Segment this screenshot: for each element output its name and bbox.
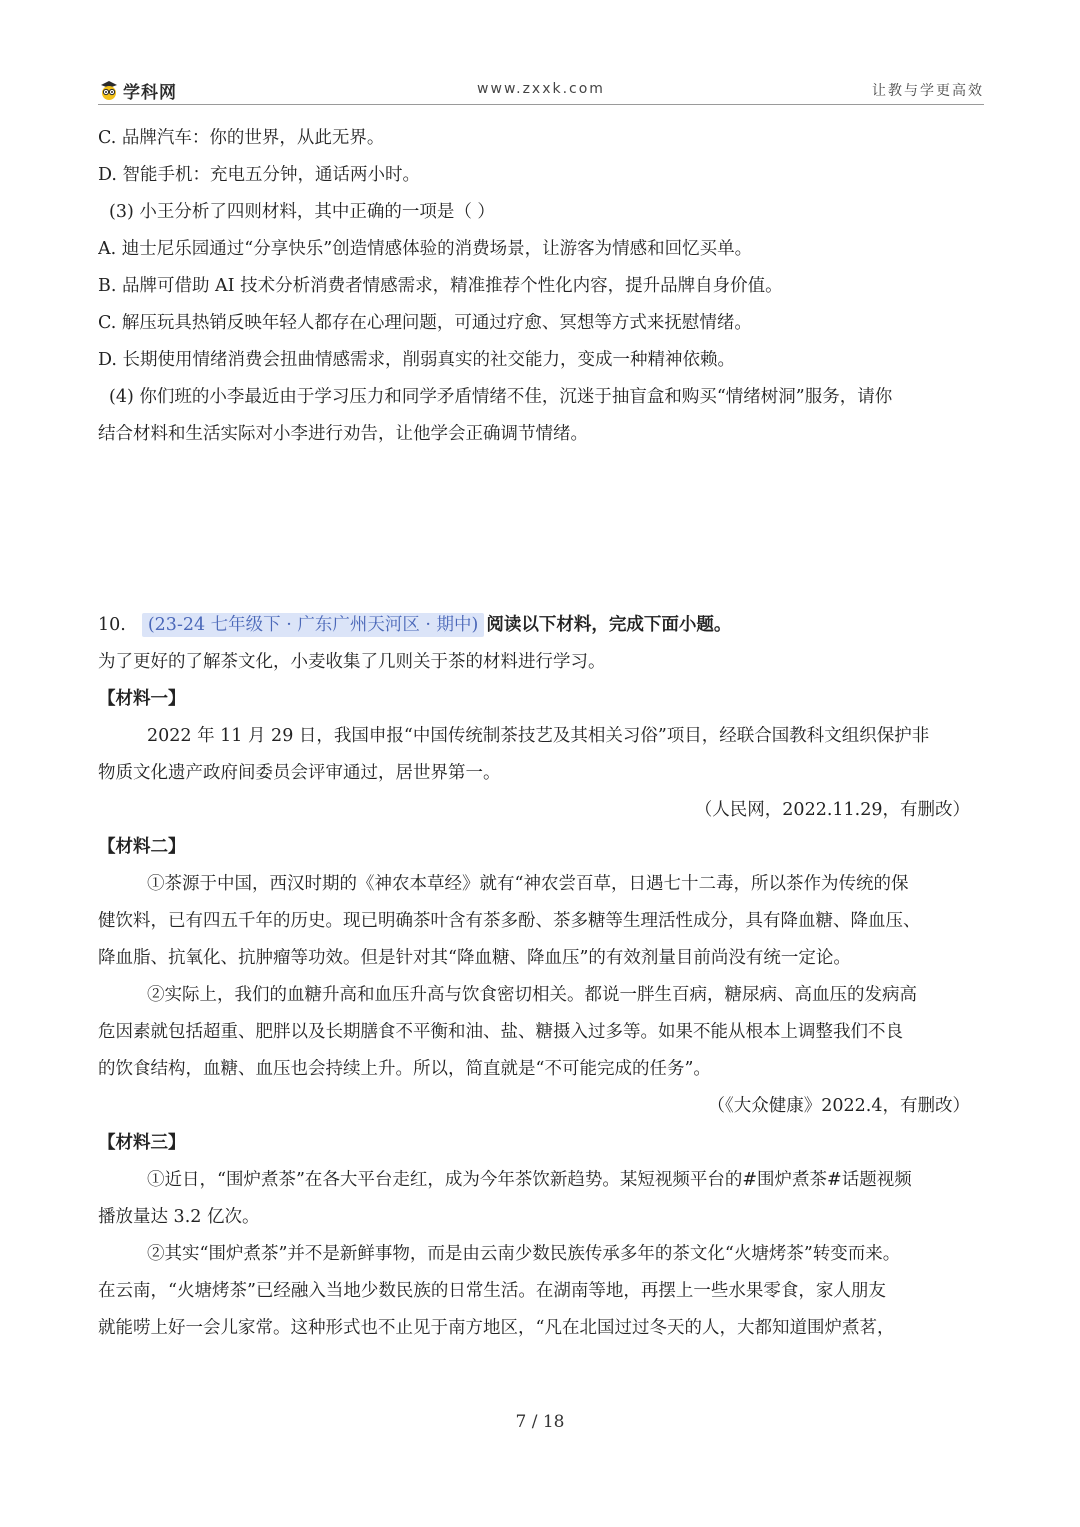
question-10-materials [98,644,984,1347]
text-line: 危因素就包括超重、肥胖以及长期膳食不平衡和油、盐、糖摄入过多等。如果不能从根本上调整我们不良 [98,1022,903,1042]
text-line: 播放量达 3.2 亿次。 [98,1207,260,1227]
text-line: 【材料一】 [98,689,186,709]
text-line: D. 智能手机：充电五分钟，通话两小时。 [98,165,421,185]
text-line: 就能唠上好一会儿家常。这种形式也不止见于南方地区，“凡在北国过过冬天的人，大都知道围炉煮茗， [98,1318,895,1338]
document-body [98,120,984,1347]
logo-text: 学科网 [123,82,177,103]
question-9-continuation [98,120,984,453]
question-prompt: 阅读以下材料，完成下面小题。 [486,615,732,635]
text-line: C. 解压玩具热销反映年轻人都存在心理问题，可通过疗愈、冥想等方式来抚慰情绪。 [98,313,752,333]
text-line: 2022 年 11 月 29 日，我国申报“中国传统制茶技艺及其相关习俗”项目，经联合国教科文组织保护非 [147,726,930,746]
text-line: 【材料三】 [98,1133,186,1153]
text-line: ②实际上，我们的血糖升高和血压升高与饮食密切相关。都说一胖生百病，糖尿病、高血压的发病高 [147,985,917,1005]
question-number: 10. [98,615,126,635]
text-line: ①近日，“围炉煮茶”在各大平台走红，成为今年茶饮新趋势。某短视频平台的#围炉煮茶#话题视频 [147,1170,912,1190]
header-slogan: 让教与学更高效 [872,83,984,99]
site-url[interactable]: www.zxxk.com [477,81,605,97]
text-line: （《大众健康》2022.4，有删改） [707,1096,970,1116]
page-header [98,78,984,105]
text-line: 结合材料和生活实际对小李进行劝告，让他学会正确调节情绪。 [98,424,588,444]
text-line: 在云南，“火塘烤茶”已经融入当地少数民族的日常生活。在湖南等地，再摆上一些水果零食，家人朋友 [98,1281,886,1301]
text-line: C. 品牌汽车：你的世界，从此无界。 [98,128,385,148]
text-line: 健饮料，已有四五千年的历史。现已明确茶叶含有茶多酚、茶多糖等生理活性成分，具有降血糖、降血压、 [98,911,921,931]
text-line: 降血脂、抗氧化、抗肿瘤等功效。但是针对其“降血糖、降血压”的有效剂量目前尚没有统一定论。 [98,948,851,968]
question-source-tag[interactable]: (23-24 七年级下 · 广东广州天河区 · 期中) [142,613,485,637]
text-line: D. 长期使用情绪消费会扭曲情感需求，削弱真实的社交能力，变成一种精神依赖。 [98,350,736,370]
text-line: ①茶源于中国，西汉时期的《神农本草经》就有“神农尝百草，日遇七十二毒，所以茶作为传统的保 [147,874,909,894]
answer-space [98,453,984,607]
text-line: (4) 你们班的小李最近由于学习压力和同学矛盾情绪不佳，沉迷于抽盲盒和购买“情绪树洞”服务，请你 [109,387,893,407]
text-line: 物质文化遗产政府间委员会评审通过，居世界第一。 [98,763,501,783]
text-line: 为了更好的了解茶文化，小麦收集了几则关于茶的材料进行学习。 [98,652,606,672]
text-line: B. 品牌可借助 AI 技术分析消费者情感需求，精准推荐个性化内容，提升品牌自身价值。 [98,276,783,296]
text-line: (3) 小王分析了四则材料，其中正确的一项是（ ） [109,202,495,222]
question-10-heading [98,607,984,644]
text-line: A. 迪士尼乐园通过“分享快乐”创造情感体验的消费场景，让游客为情感和回忆买单。 [98,239,753,259]
page-number: 7 / 18 [515,1412,565,1432]
text-line: （人民网，2022.11.29，有删改） [694,800,970,820]
text-line: 【材料二】 [98,837,186,857]
text-line: ②其实“围炉煮茶”并不是新鲜事物，而是由云南少数民族传承多年的茶文化“火塘烤茶”转变而来。 [147,1244,901,1264]
text-line: 的饮食结构，血糖、血压也会持续上升。所以，简直就是“不可能完成的任务”。 [98,1059,711,1079]
